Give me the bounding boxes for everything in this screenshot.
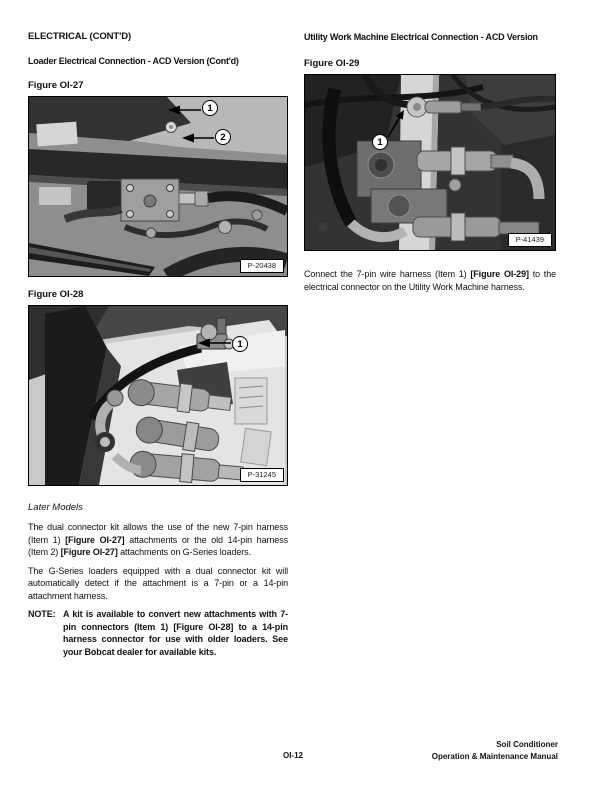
callout-1-marker: 1 xyxy=(202,100,218,116)
callout-arrow-icon xyxy=(198,338,456,517)
figure-oi-27-photo xyxy=(28,96,288,277)
figure-oi-27-caption: Figure OI-27 xyxy=(28,80,84,91)
paragraph-text: attachments or the old 14-pin harness (Item 2) xyxy=(28,534,288,557)
doc-subtitle: Operation & Maintenance Manual xyxy=(431,751,558,761)
paragraph-text: attachments on G-Series loaders. xyxy=(117,547,251,557)
page-number: OI-12 xyxy=(282,750,303,760)
figure-oi-29-caption: Figure OI-29 xyxy=(304,58,360,69)
paragraph-text: The dual connector kit allows the use of the new 7-pin harness (Item 1) xyxy=(28,522,288,545)
photo-id-label: P-20438 xyxy=(240,259,284,274)
section-heading: ELECTRICAL (CONT'D) xyxy=(28,31,132,42)
doc-title: Soil Conditioner xyxy=(496,740,558,749)
callout-1-marker: 1 xyxy=(372,134,388,150)
callout-2-marker: 2 xyxy=(215,129,231,145)
callout-1-marker: 1 xyxy=(232,336,248,352)
left-column xyxy=(28,31,288,658)
subsection-heading: Loader Electrical Connection - ACD Version (Cont'd) xyxy=(28,56,239,66)
photo-id-label: P-31245 xyxy=(240,468,284,483)
section-heading-right: Utility Work Machine Electrical Connection - ACD Version xyxy=(304,32,538,42)
figure-reference: [Figure OI-27] xyxy=(65,534,125,545)
figure-reference: [Figure OI-29] xyxy=(470,269,529,279)
footer-document-title xyxy=(432,739,558,762)
figure-reference: [Figure OI-27] xyxy=(60,547,118,557)
later-models-heading: Later Models xyxy=(28,502,83,513)
photo-id-label: P-41439 xyxy=(508,233,552,248)
callout-arrow-icon xyxy=(385,106,612,281)
paragraph-text: Connect the 7-pin wire harness (Item 1) xyxy=(304,269,471,279)
note-label: NOTE: xyxy=(28,609,56,619)
paragraph-gseries: The G-Series loaders equipped with a dual connector kit will automatically detect if the attachment is a 7-pin or a 14-pin attachment harness. xyxy=(28,565,288,601)
figure-oi-28-caption: Figure OI-28 xyxy=(28,289,84,300)
note-text: A kit is available to convert new attachments with 7-pin connectors (Item 1) [Figure OI-28] to a 14-pin harness connector for use with older loaders. See your Bobcat dealer for available kits. xyxy=(63,609,288,657)
paragraph-text: to the electrical connector on the Utility Work Machine harness. xyxy=(304,269,557,292)
figure-oi-28-photo xyxy=(28,305,288,486)
note-block xyxy=(28,608,288,658)
paragraph-dual-connector xyxy=(28,521,288,559)
